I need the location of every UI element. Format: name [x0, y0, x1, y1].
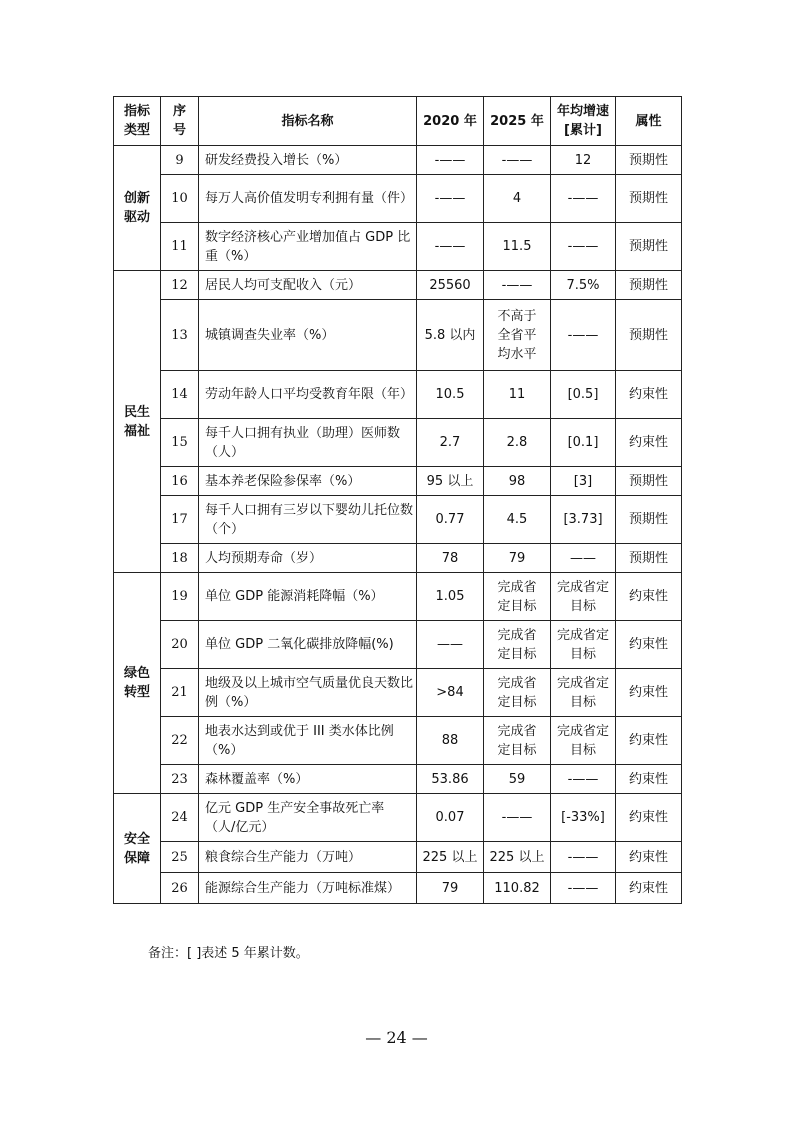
value-2020-cell: 0.77: [417, 496, 484, 544]
property-cell: 预期性: [616, 496, 682, 544]
value-2025-cell: 不高于 全省平 均水平: [484, 300, 551, 371]
value-2025-cell: 完成省 定目标: [484, 573, 551, 621]
value-2025-cell: 完成省 定目标: [484, 621, 551, 669]
property-cell: 约束性: [616, 621, 682, 669]
value-2020-cell: 53.86: [417, 765, 484, 794]
table-row: [114, 146, 682, 175]
property-cell: 约束性: [616, 765, 682, 794]
property-cell: 约束性: [616, 717, 682, 765]
indicator-name-cell: 人均预期寿命（岁）: [199, 544, 417, 573]
growth-cell: -——: [551, 842, 616, 873]
page-number: — 24 —: [365, 1028, 428, 1047]
value-2025-cell: 完成省 定目标: [484, 669, 551, 717]
value-2025-cell: -——: [484, 794, 551, 842]
header-cell: 年均增速 [累计]: [551, 97, 616, 146]
value-2020-cell: -——: [417, 175, 484, 223]
index-cell: 10: [161, 175, 199, 223]
table-body: [114, 146, 682, 904]
value-2020-cell: 1.05: [417, 573, 484, 621]
value-2025-cell: 4: [484, 175, 551, 223]
category-cell: 安全 保障: [114, 794, 161, 904]
value-2025-cell: 2.8: [484, 419, 551, 467]
indicator-name-cell: 研发经费投入增长（%）: [199, 146, 417, 175]
indicator-table: [113, 96, 682, 904]
table-row: [114, 873, 682, 904]
growth-cell: [3]: [551, 467, 616, 496]
value-2025-cell: 11: [484, 371, 551, 419]
indicator-name-cell: 地表水达到或优于 III 类水体比例（%）: [199, 717, 417, 765]
value-2025-cell: 11.5: [484, 223, 551, 271]
category-cell: 创新 驱动: [114, 146, 161, 271]
table-row: [114, 496, 682, 544]
table-row: [114, 669, 682, 717]
header-cell: 2020 年: [417, 97, 484, 146]
value-2020-cell: ——: [417, 621, 484, 669]
property-cell: 预期性: [616, 467, 682, 496]
indicator-name-cell: 每千人口拥有三岁以下婴幼儿托位数（个）: [199, 496, 417, 544]
property-cell: 约束性: [616, 371, 682, 419]
growth-cell: 完成省定 目标: [551, 669, 616, 717]
value-2020-cell: -——: [417, 223, 484, 271]
value-2025-cell: 59: [484, 765, 551, 794]
growth-cell: 完成省定 目标: [551, 621, 616, 669]
table-row: [114, 419, 682, 467]
property-cell: 约束性: [616, 842, 682, 873]
value-2025-cell: 4.5: [484, 496, 551, 544]
indicator-name-cell: 单位 GDP 能源消耗降幅（%）: [199, 573, 417, 621]
header-cell: 指标 类型: [114, 97, 161, 146]
index-cell: 26: [161, 873, 199, 904]
value-2020-cell: 25560: [417, 271, 484, 300]
header-row: [114, 97, 682, 146]
index-cell: 16: [161, 467, 199, 496]
table-row: [114, 842, 682, 873]
growth-cell: [0.1]: [551, 419, 616, 467]
index-cell: 11: [161, 223, 199, 271]
table-row: [114, 573, 682, 621]
value-2020-cell: 225 以上: [417, 842, 484, 873]
property-cell: 约束性: [616, 419, 682, 467]
value-2025-cell: 110.82: [484, 873, 551, 904]
indicator-name-cell: 单位 GDP 二氧化碳排放降幅(%): [199, 621, 417, 669]
value-2025-cell: 79: [484, 544, 551, 573]
growth-cell: -——: [551, 300, 616, 371]
value-2020-cell: 88: [417, 717, 484, 765]
value-2020-cell: 78: [417, 544, 484, 573]
property-cell: 预期性: [616, 544, 682, 573]
indicator-name-cell: 城镇调查失业率（%）: [199, 300, 417, 371]
indicator-name-cell: 劳动年龄人口平均受教育年限（年）: [199, 371, 417, 419]
index-cell: 17: [161, 496, 199, 544]
property-cell: 预期性: [616, 146, 682, 175]
growth-cell: [-33%]: [551, 794, 616, 842]
property-cell: 约束性: [616, 873, 682, 904]
indicator-name-cell: 森林覆盖率（%）: [199, 765, 417, 794]
index-cell: 9: [161, 146, 199, 175]
growth-cell: -——: [551, 175, 616, 223]
value-2025-cell: -——: [484, 271, 551, 300]
index-cell: 14: [161, 371, 199, 419]
table-row: [114, 175, 682, 223]
property-cell: 预期性: [616, 223, 682, 271]
category-cell: 民生 福祉: [114, 271, 161, 573]
value-2025-cell: -——: [484, 146, 551, 175]
property-cell: 预期性: [616, 271, 682, 300]
value-2020-cell: 5.8 以内: [417, 300, 484, 371]
value-2020-cell: 95 以上: [417, 467, 484, 496]
growth-cell: -——: [551, 223, 616, 271]
value-2025-cell: 完成省 定目标: [484, 717, 551, 765]
index-cell: 13: [161, 300, 199, 371]
header-cell: 2025 年: [484, 97, 551, 146]
indicator-name-cell: 数字经济核心产业增加值占 GDP 比重（%）: [199, 223, 417, 271]
table-row: [114, 621, 682, 669]
table-row: [114, 765, 682, 794]
growth-cell: ——: [551, 544, 616, 573]
table-row: [114, 544, 682, 573]
index-cell: 19: [161, 573, 199, 621]
category-cell: 绿色 转型: [114, 573, 161, 794]
indicator-name-cell: 基本养老保险参保率（%）: [199, 467, 417, 496]
value-2025-cell: 98: [484, 467, 551, 496]
property-cell: 约束性: [616, 794, 682, 842]
value-2020-cell: >84: [417, 669, 484, 717]
growth-cell: [3.73]: [551, 496, 616, 544]
header-cell: 序 号: [161, 97, 199, 146]
value-2020-cell: 10.5: [417, 371, 484, 419]
growth-cell: 完成省定 目标: [551, 573, 616, 621]
index-cell: 22: [161, 717, 199, 765]
table-row: [114, 223, 682, 271]
indicator-name-cell: 亿元 GDP 生产安全事故死亡率（人/亿元）: [199, 794, 417, 842]
indicator-name-cell: 能源综合生产能力（万吨标准煤）: [199, 873, 417, 904]
growth-cell: 完成省定 目标: [551, 717, 616, 765]
growth-cell: -——: [551, 765, 616, 794]
index-cell: 21: [161, 669, 199, 717]
property-cell: 预期性: [616, 175, 682, 223]
indicator-name-cell: 粮食综合生产能力（万吨）: [199, 842, 417, 873]
index-cell: 24: [161, 794, 199, 842]
growth-cell: 12: [551, 146, 616, 175]
indicator-name-cell: 居民人均可支配收入（元）: [199, 271, 417, 300]
table-row: [114, 717, 682, 765]
value-2020-cell: 2.7: [417, 419, 484, 467]
table-note: 备注：[ ]表述 5 年累计数。: [148, 946, 309, 961]
value-2025-cell: 225 以上: [484, 842, 551, 873]
property-cell: 约束性: [616, 573, 682, 621]
table-row: [114, 371, 682, 419]
index-cell: 12: [161, 271, 199, 300]
index-cell: 18: [161, 544, 199, 573]
indicator-name-cell: 每万人高价值发明专利拥有量（件）: [199, 175, 417, 223]
indicator-name-cell: 地级及以上城市空气质量优良天数比例（%）: [199, 669, 417, 717]
property-cell: 预期性: [616, 300, 682, 371]
table-row: [114, 271, 682, 300]
growth-cell: 7.5%: [551, 271, 616, 300]
property-cell: 约束性: [616, 669, 682, 717]
header-cell: 指标名称: [199, 97, 417, 146]
header-cell: 属性: [616, 97, 682, 146]
value-2020-cell: 0.07: [417, 794, 484, 842]
value-2020-cell: 79: [417, 873, 484, 904]
index-cell: 25: [161, 842, 199, 873]
table-row: [114, 300, 682, 371]
growth-cell: [0.5]: [551, 371, 616, 419]
growth-cell: -——: [551, 873, 616, 904]
index-cell: 15: [161, 419, 199, 467]
index-cell: 20: [161, 621, 199, 669]
indicator-name-cell: 每千人口拥有执业（助理）医师数（人）: [199, 419, 417, 467]
table-row: [114, 467, 682, 496]
value-2020-cell: -——: [417, 146, 484, 175]
table-row: [114, 794, 682, 842]
index-cell: 23: [161, 765, 199, 794]
